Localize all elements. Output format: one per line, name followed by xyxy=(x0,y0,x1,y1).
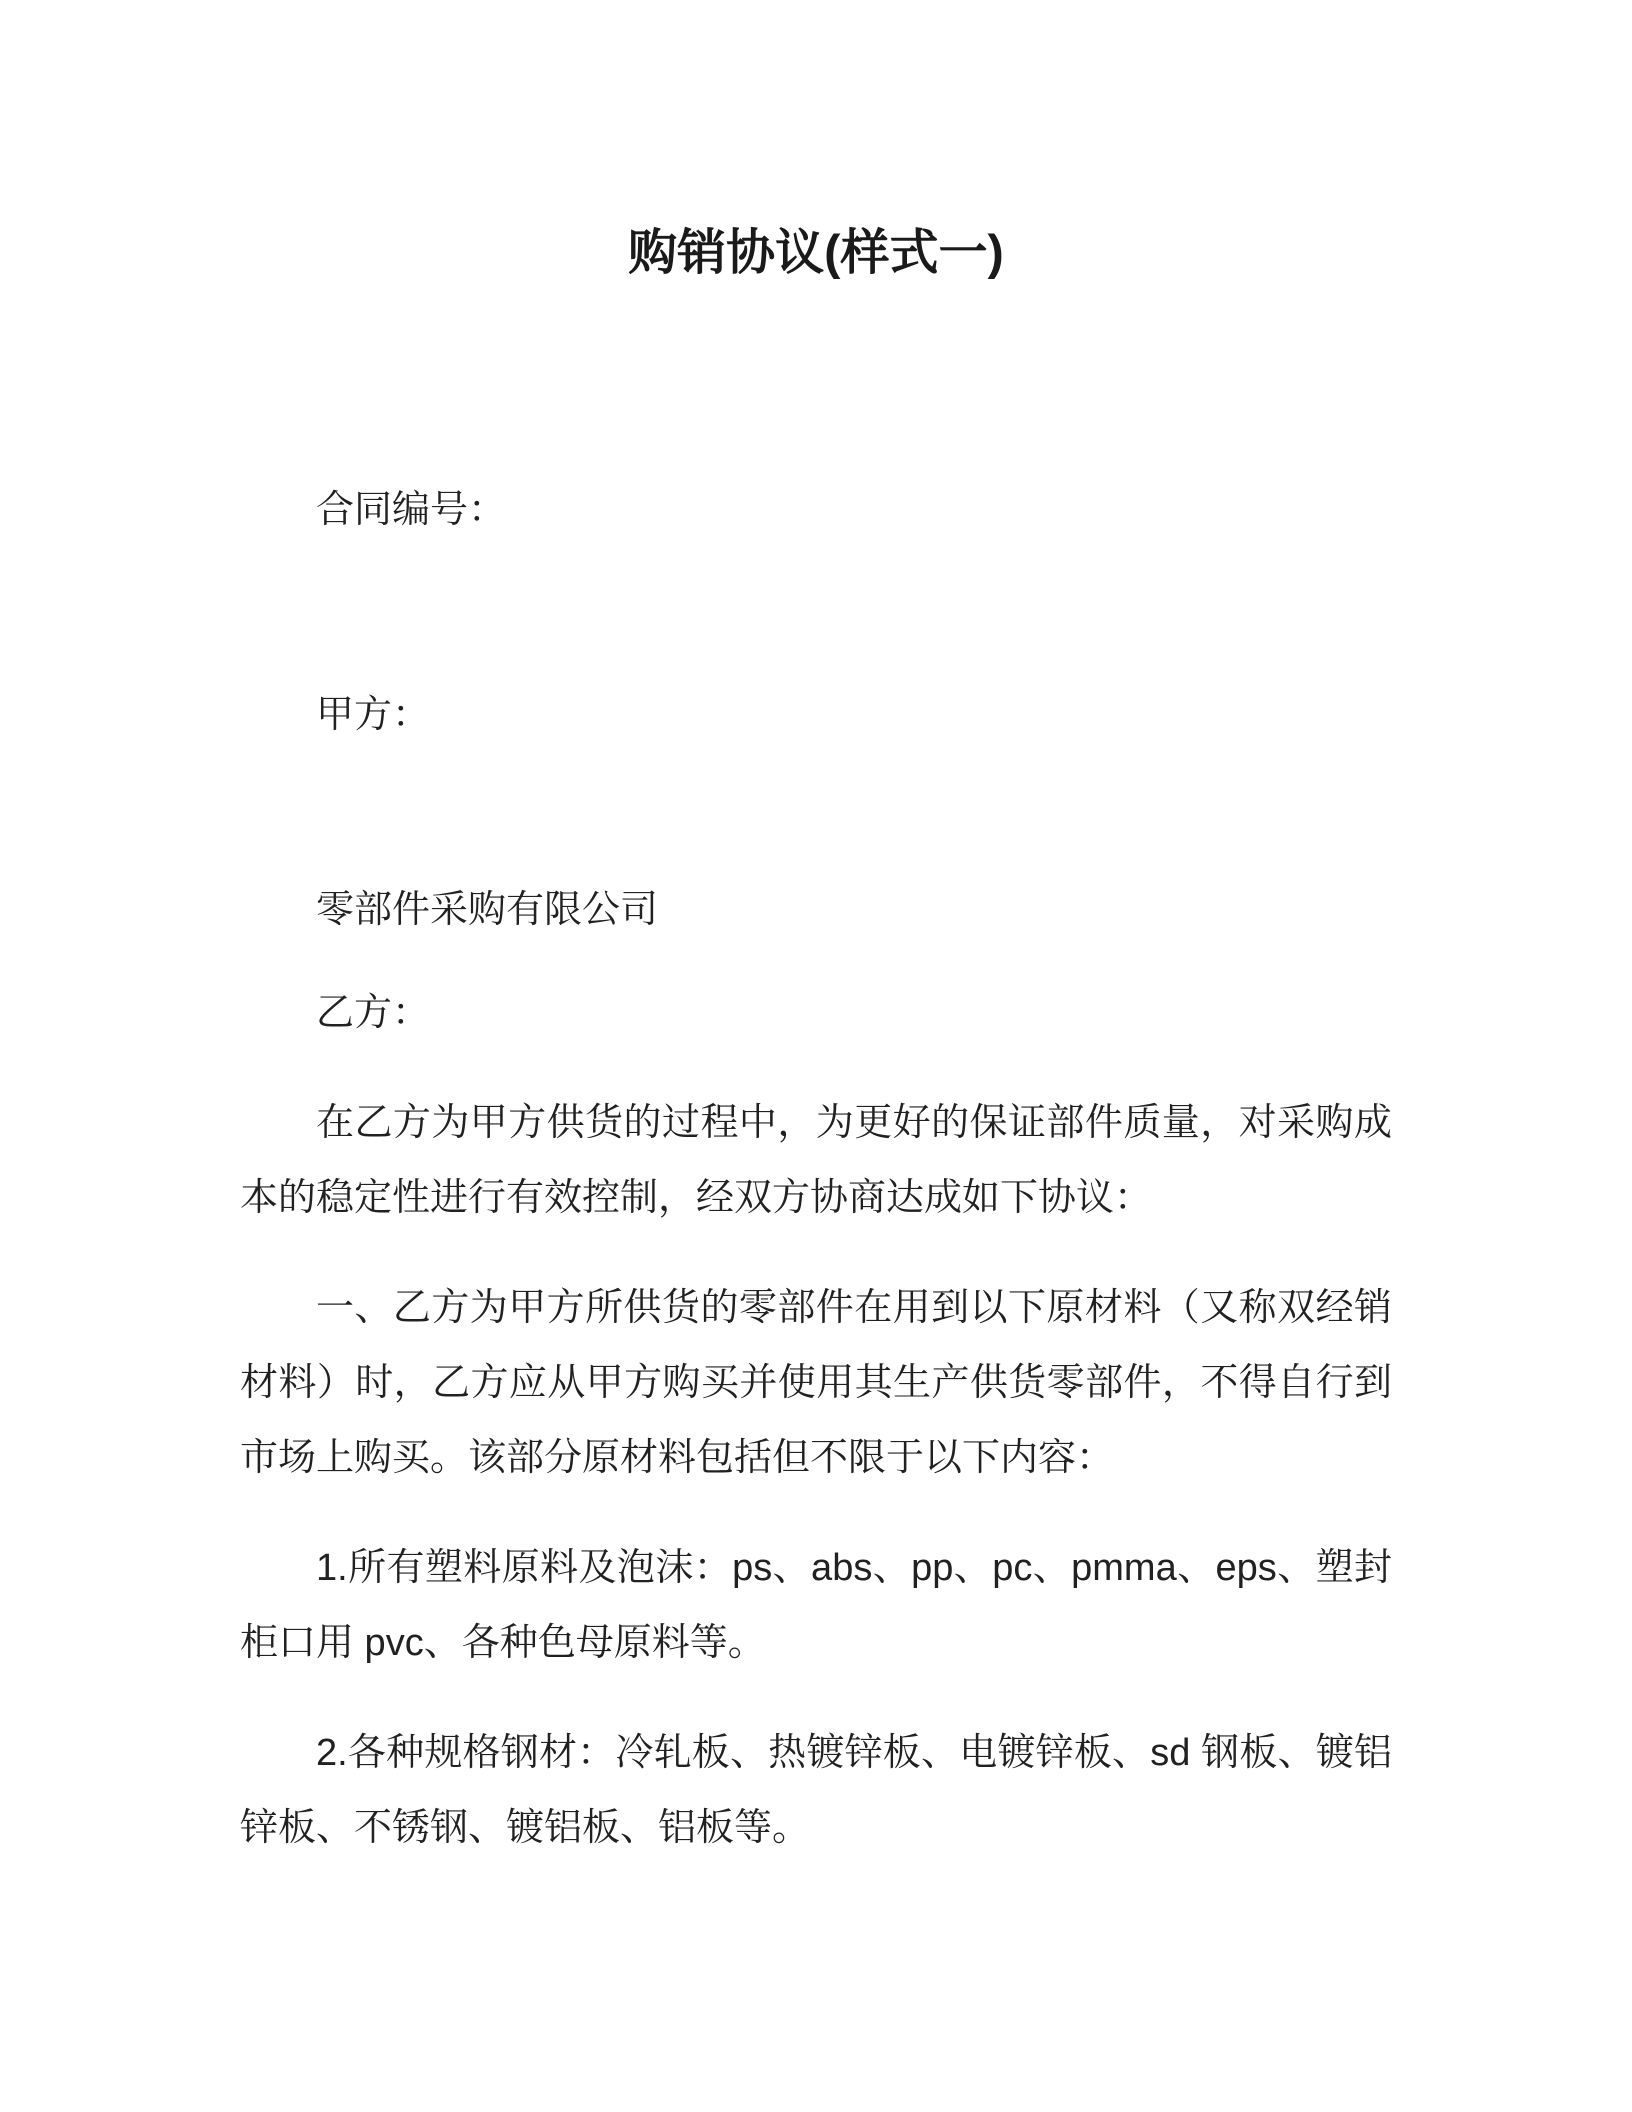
document-title: 购销协议(样式一) xyxy=(628,226,1004,280)
party-a-label: 甲方： xyxy=(316,694,431,736)
party-b-label: 乙方： xyxy=(316,992,431,1034)
contract-number-label: 合同编号： xyxy=(316,489,507,531)
party-a-company-name: 零部件采购有限公司 xyxy=(316,889,659,931)
paragraph-intro: 在乙方为甲方供货的过程中，为更好的保证部件质量，对采购成本的稳定性进行有效控制，经双方协商达成如下协议： xyxy=(240,1102,1392,1219)
paragraph-item-2-steel: 2.各种规格钢材：冷轧板、热镀锌板、电镀锌板、sd 钢板、镀铝锌板、不锈钢、镀铝板、铝板等。 xyxy=(240,1732,1392,1849)
paragraph-clause-one: 一、乙方为甲方所供货的零部件在用到以下原材料（又称双经销材料）时，乙方应从甲方购买并使用其生产供货零部件，不得自行到市场上购买。该部分原材料包括但不限于以下内容： xyxy=(240,1287,1392,1479)
paragraph-item-1-plastics: 1.所有塑料原料及泡沫：ps、abs、pp、pc、pmma、eps、塑封柜口用 pvc、各种色母原料等。 xyxy=(240,1547,1392,1664)
